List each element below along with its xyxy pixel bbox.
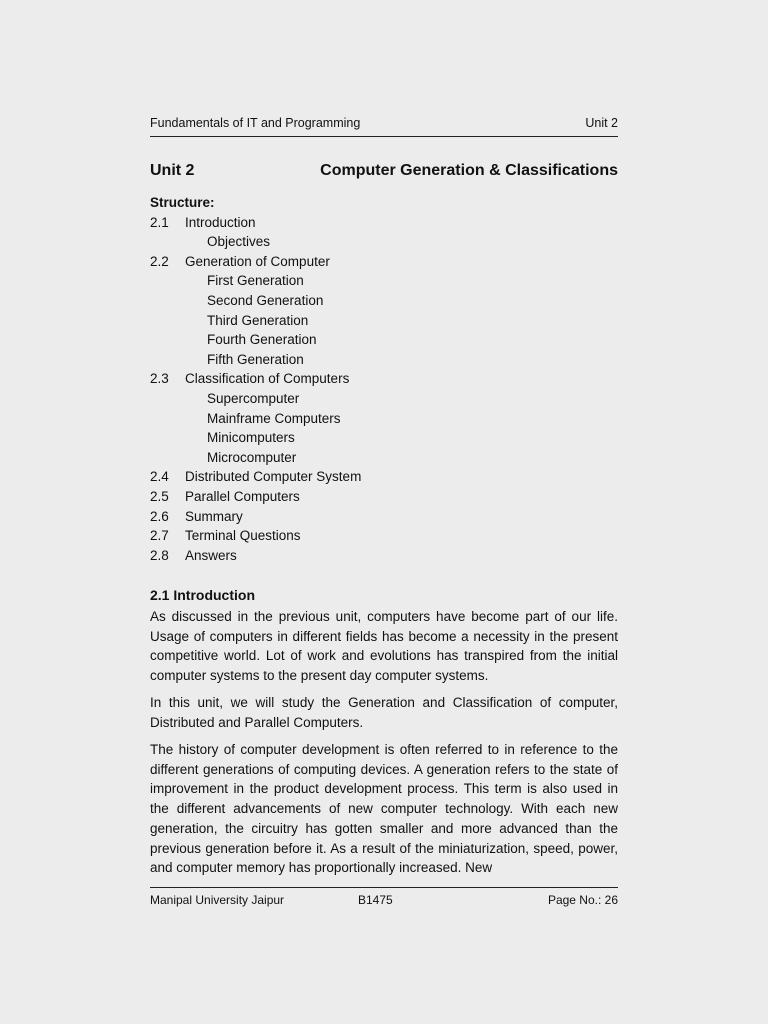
toc-item [150, 428, 618, 448]
toc-item-title: Second Generation [207, 292, 324, 308]
toc-item-title: Classification of Computers [185, 371, 350, 387]
toc-item [150, 507, 618, 527]
toc-item-title: Summary [185, 508, 243, 524]
toc-item-number: 2.2 [150, 253, 169, 269]
toc-item-number: 2.5 [150, 488, 169, 504]
paragraph: As discussed in the previous unit, computers have become part of our life. Usage of computers in different fields has become a necessity in the present competitive world. Lot of work and evolutions has transpired from the initial computer systems to the present day computer systems. [150, 609, 618, 684]
toc-item-number: 2.8 [150, 547, 169, 563]
paragraph: The history of computer development is often referred to in reference to the different generations of computing devices. A generation refers to the state of improvement in the product development process. This term is also used in the different advancements of new computer technology. With each new generation, the circuitry has gotten smaller and more advanced than the previous generation before it. As a result of the miniaturization, speed, power, and computer memory has proportionally increased. New [150, 742, 618, 876]
toc-item [150, 546, 618, 566]
toc-item-number: 2.1 [150, 214, 169, 230]
toc-item-title: Terminal Questions [185, 528, 301, 544]
toc-item [150, 350, 618, 370]
toc-item-title: Mainframe Computers [207, 410, 341, 426]
toc-item-title: Parallel Computers [185, 488, 300, 504]
toc-item-title: Answers [185, 547, 237, 563]
footer-rule [150, 887, 618, 888]
footer-university: Manipal University Jaipur [150, 893, 285, 907]
toc-item-title: Fifth Generation [207, 351, 304, 367]
footer-page-number: Page No.: 26 [547, 893, 618, 907]
toc-item-title: Microcomputer [207, 449, 297, 465]
toc-item-title: Generation of Computer [185, 253, 330, 269]
footer-course-code: B1475 [358, 893, 393, 907]
toc-item-number: 2.3 [150, 371, 169, 387]
toc-item-title: Minicomputers [207, 430, 295, 446]
toc-item-title: Fourth Generation [207, 332, 317, 348]
toc-item [150, 330, 618, 350]
unit-number: Unit 2 [150, 162, 195, 179]
toc-item [150, 409, 618, 429]
toc-item [150, 467, 618, 487]
toc-item [150, 526, 618, 546]
header-course-title: Fundamentals of IT and Programming [150, 116, 361, 130]
toc-item [150, 213, 618, 233]
toc-item [150, 291, 618, 311]
structure-label: Structure: [150, 195, 215, 210]
header-unit-label: Unit 2 [585, 116, 618, 130]
toc-item-title: Third Generation [207, 312, 309, 328]
toc-item-number: 2.6 [150, 508, 169, 524]
toc-item [150, 487, 618, 507]
toc-item-title: Distributed Computer System [185, 469, 362, 485]
toc-item [150, 369, 618, 389]
toc-item [150, 389, 618, 409]
toc-item-number: 2.4 [150, 469, 169, 485]
toc-item-title: Supercomputer [207, 390, 300, 406]
toc-item [150, 271, 618, 291]
paragraph: In this unit, we will study the Generation and Classification of computer, Distributed and Parallel Computers. [150, 695, 618, 730]
running-header [150, 116, 618, 130]
section-heading: 2.1 Introduction [150, 587, 255, 603]
toc-item-title: Objectives [207, 234, 271, 250]
unit-name: Computer Generation & Classifications [320, 162, 618, 179]
toc-item [150, 311, 618, 331]
toc-item [150, 232, 618, 252]
toc-item [150, 448, 618, 468]
toc-item-number: 2.7 [150, 528, 169, 544]
header-rule [150, 136, 618, 137]
toc-item [150, 252, 618, 272]
structure-outline [150, 193, 618, 565]
toc-list [150, 213, 618, 566]
toc-item-title: Introduction [185, 214, 256, 230]
toc-item-title: First Generation [207, 273, 304, 289]
